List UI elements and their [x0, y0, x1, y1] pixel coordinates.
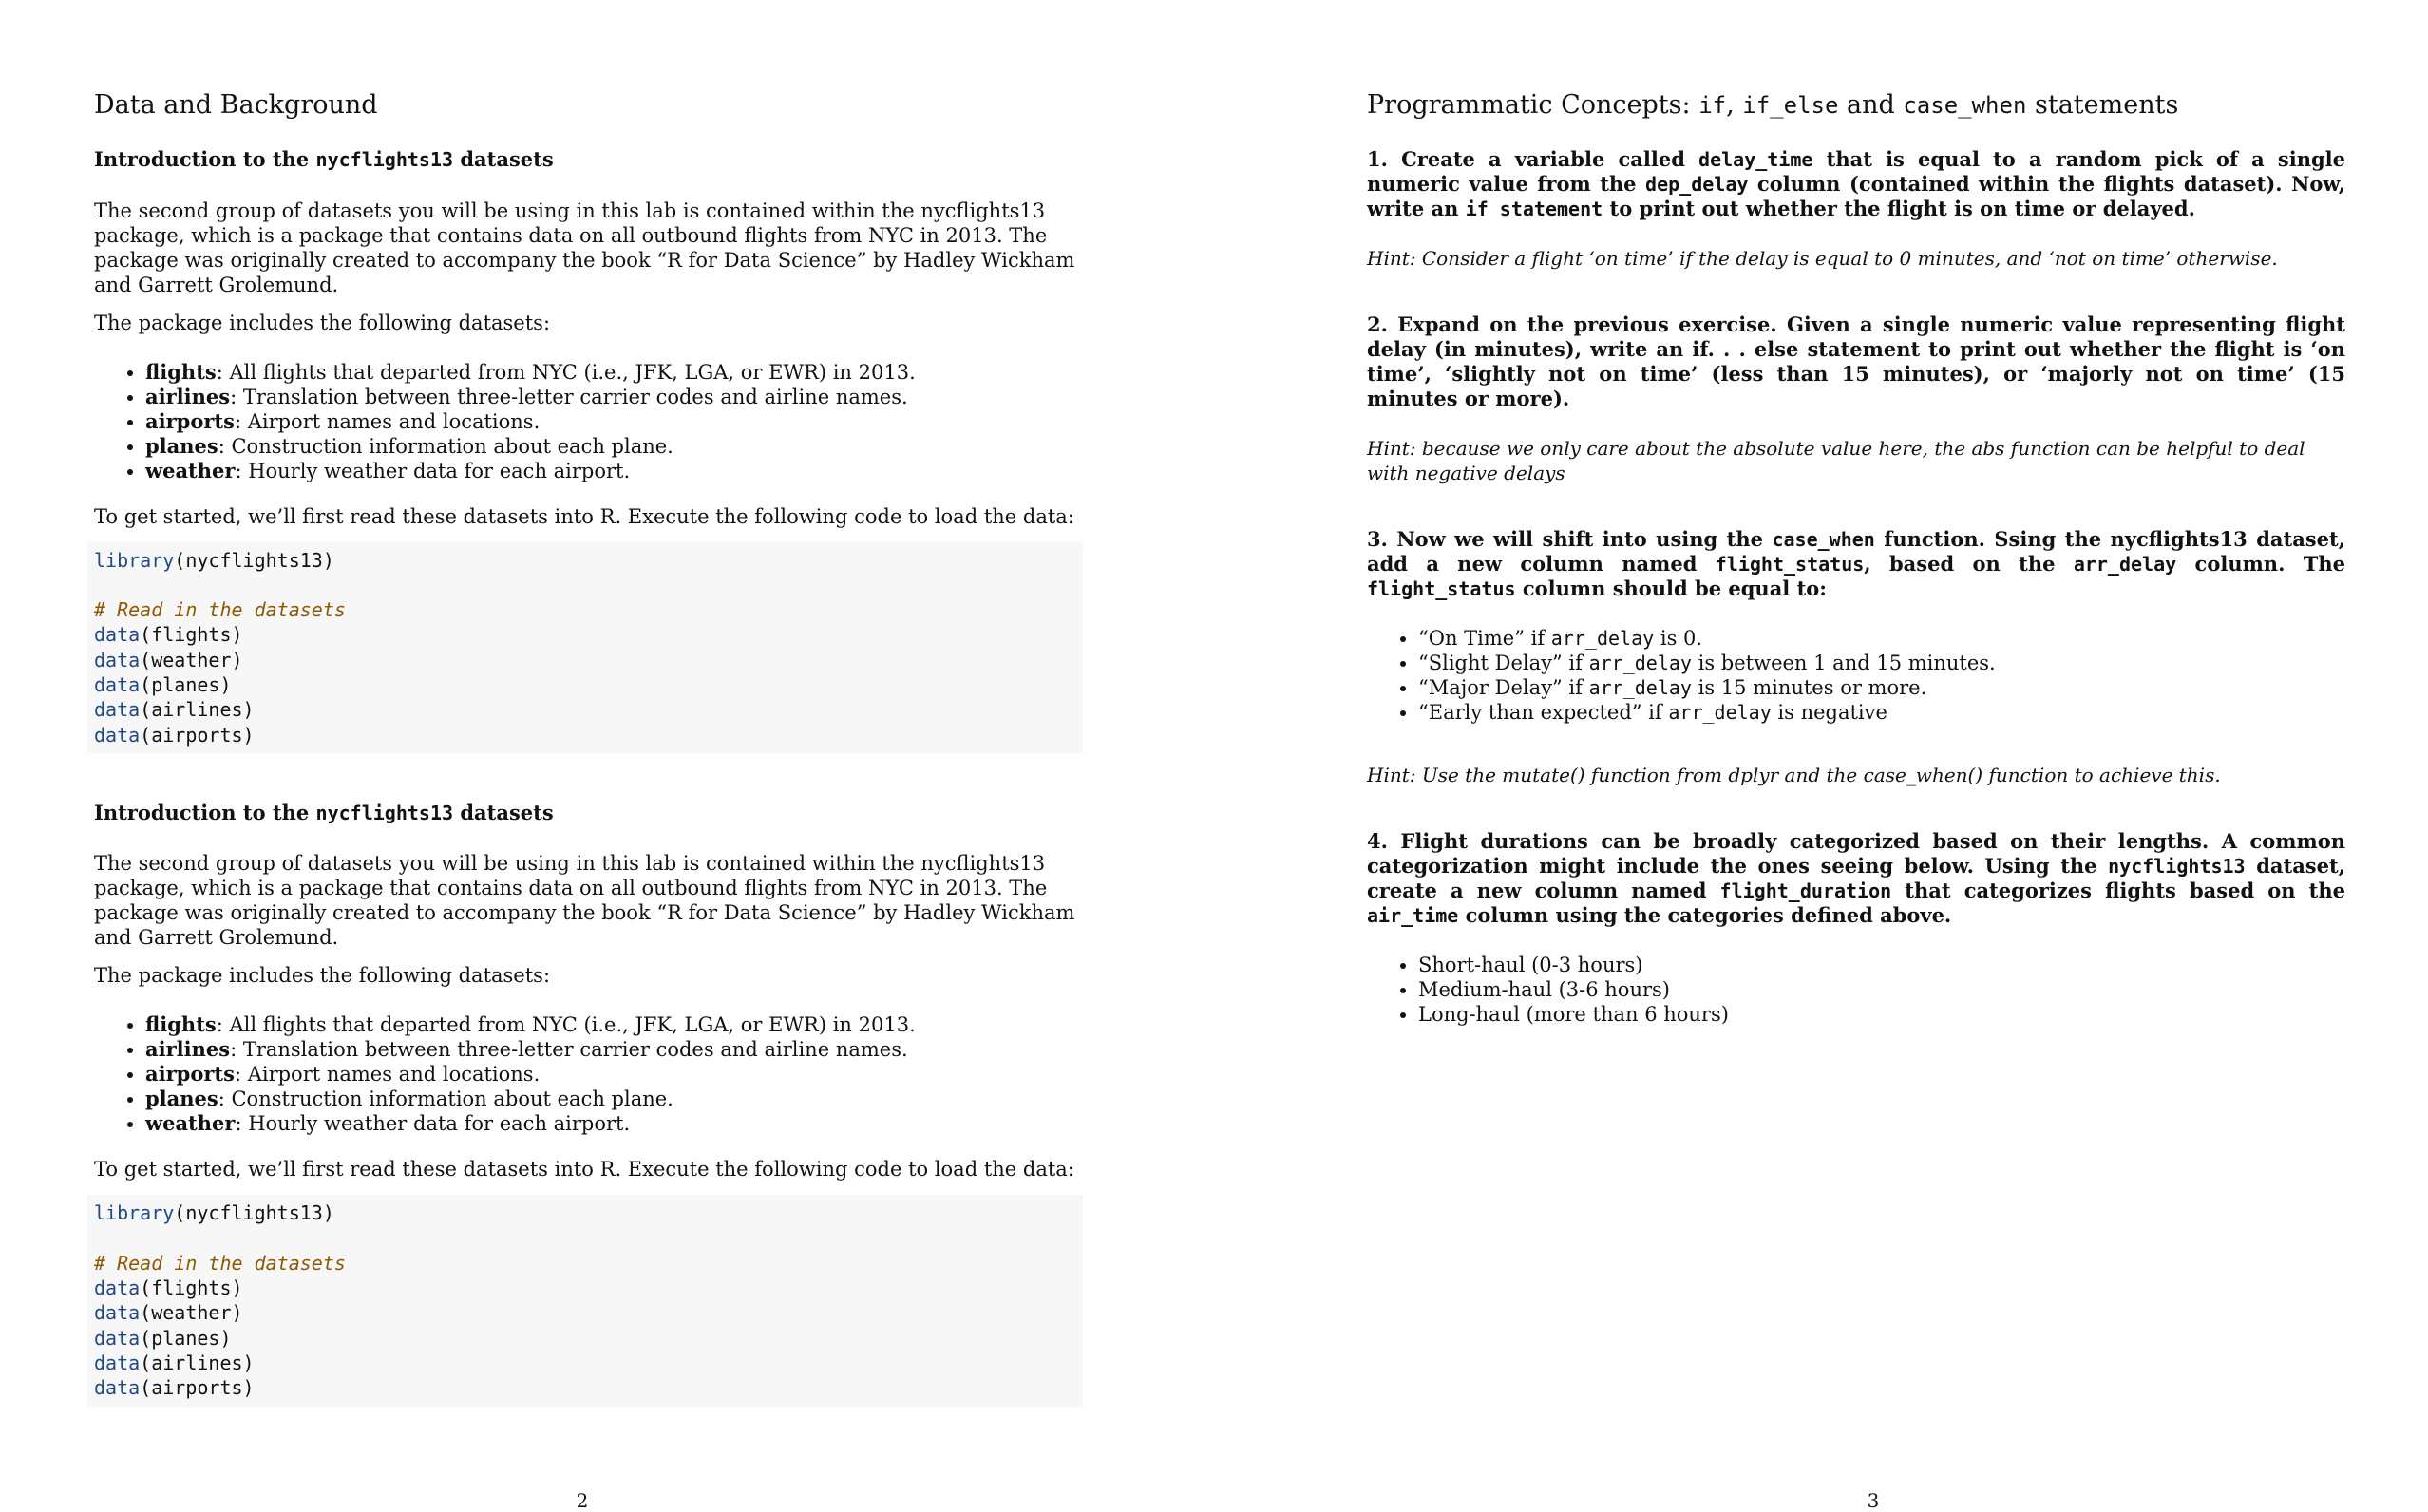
instructions-paragraph: To get started, we’ll first read these datasets into R. Execute the following code to load the data:: [94, 1158, 1074, 1181]
instructions-paragraph: To get started, we’ll first read these datasets into R. Execute the following code to load the data:: [94, 504, 1074, 528]
page-number: 3: [1867, 1489, 1880, 1512]
list-item: • “On Time” if arr_delay is 0.: [1418, 626, 2345, 651]
list-item: • weather: Hourly weather data for each airport.: [145, 459, 1076, 483]
hint-3: Hint: Use the mutate() function from dplyr and the case_when() function to achieve this.: [1367, 764, 2221, 787]
list-item: • Short-haul (0-3 hours): [1418, 953, 2345, 977]
question-2: 2. Expand on the previous exercise. Given a single numeric value representing flight delay (in minutes), write an if. . . else statement to print out whether the flight is ‘on time’, ‘slightly not on time’ (less than 15 minutes), or ‘majorly not on time’ (15 minutes or more).: [1367, 312, 2345, 411]
flight-status-list: [1367, 626, 2345, 725]
list-item: • airlines: Translation between three-letter carrier codes and airline names.: [145, 385, 1076, 409]
subsection-heading: Introduction to the nycflights13 datasets: [94, 147, 554, 172]
datasets-list: [94, 1012, 1076, 1136]
right-page-content: [1367, 90, 2345, 1048]
list-item: • “Early than expected” if arr_delay is negative: [1418, 700, 2345, 725]
list-item: • weather: Hourly weather data for each airport.: [145, 1111, 1076, 1136]
intro-section: [94, 801, 1076, 1407]
section-title: Programmatic Concepts: if, if_else and case_when statements: [1367, 90, 2179, 120]
list-item: • airports: Airport names and locations.: [145, 1062, 1076, 1087]
hint-1: Hint: Consider a flight ‘on time’ if the delay is equal to 0 minutes, and ‘not on time’ otherwise.: [1367, 247, 2278, 271]
list-item: • planes: Construction information about each plane.: [145, 434, 1076, 459]
list-item: • flights: All flights that departed from NYC (i.e., JFK, LGA, or EWR) in 2013.: [145, 1012, 1076, 1037]
datasets-list: [94, 360, 1076, 483]
left-page-content: [94, 90, 1076, 1454]
datasets-intro: The package includes the following datasets:: [94, 311, 551, 334]
list-item: • flights: All flights that departed from NYC (i.e., JFK, LGA, or EWR) in 2013.: [145, 360, 1076, 385]
question-3: 3. Now we will shift into using the case_when function. Ssing the nycflights13 dataset, add a new column named flight_status, based on the arr_delay column. The flight_status column should be equal to:: [1367, 527, 2345, 601]
list-item: • “Major Delay” if arr_delay is 15 minutes or more.: [1418, 675, 2345, 700]
question-4: 4. Flight durations can be broadly categorized based on their lengths. A common categorization might include the ones seeing below. Using the nycflights13 dataset, create a new column named flight_duration that categorizes flights based on the air_time column using the categories defined above.: [1367, 829, 2346, 928]
datasets-intro: The package includes the following datasets:: [94, 964, 551, 988]
question-1: 1. Create a variable called delay_time that is equal to a random pick of a single numeric value from the dep_delay column (contained within the flights dataset). Now, write an if statement to print out whether the flight is on time or delayed.: [1367, 147, 2346, 221]
right-page: [1214, 0, 2428, 1512]
list-item: • Medium-haul (3-6 hours): [1418, 977, 2345, 1002]
intro-paragraph: The second group of datasets you will be using in this lab is contained within the nycflights13 package, which is a package that contains data on all outbound flights from NYC in 2013. The package was originally created to accompany the book “R for Data Science” by Hadley Wickham and Garrett Grolemund.: [94, 852, 1075, 950]
flight-duration-list: [1367, 953, 2345, 1027]
list-item: • airports: Airport names and locations.: [145, 409, 1076, 434]
page-number: 2: [576, 1489, 589, 1512]
subsection-heading: Introduction to the nycflights13 datasets: [94, 800, 554, 824]
list-item: • Long-haul (more than 6 hours): [1418, 1002, 2345, 1027]
hint-2: Hint: because we only care about the absolute value here, the abs function can be helpful to deal with negative delays: [1367, 437, 2305, 485]
list-item: • planes: Construction information about each plane.: [145, 1087, 1076, 1111]
code-block: library(nycflights13) # Read in the datasets data(flights) data(weather) data(planes) data(airlines) data(airports): [87, 1195, 1083, 1406]
intro-section: [94, 147, 1076, 753]
section-title: Data and Background: [94, 90, 378, 120]
list-item: • “Slight Delay” if arr_delay is between 1 and 15 minutes.: [1418, 651, 2345, 675]
intro-paragraph: The second group of datasets you will be using in this lab is contained within the nycflights13 package, which is a package that contains data on all outbound flights from NYC in 2013. The package was originally created to accompany the book “R for Data Science” by Hadley Wickham and Garrett Grolemund.: [94, 198, 1075, 296]
list-item: • airlines: Translation between three-letter carrier codes and airline names.: [145, 1037, 1076, 1062]
code-block: library(nycflights13) # Read in the datasets data(flights) data(weather) data(planes) data(airlines) data(airports): [87, 542, 1083, 753]
